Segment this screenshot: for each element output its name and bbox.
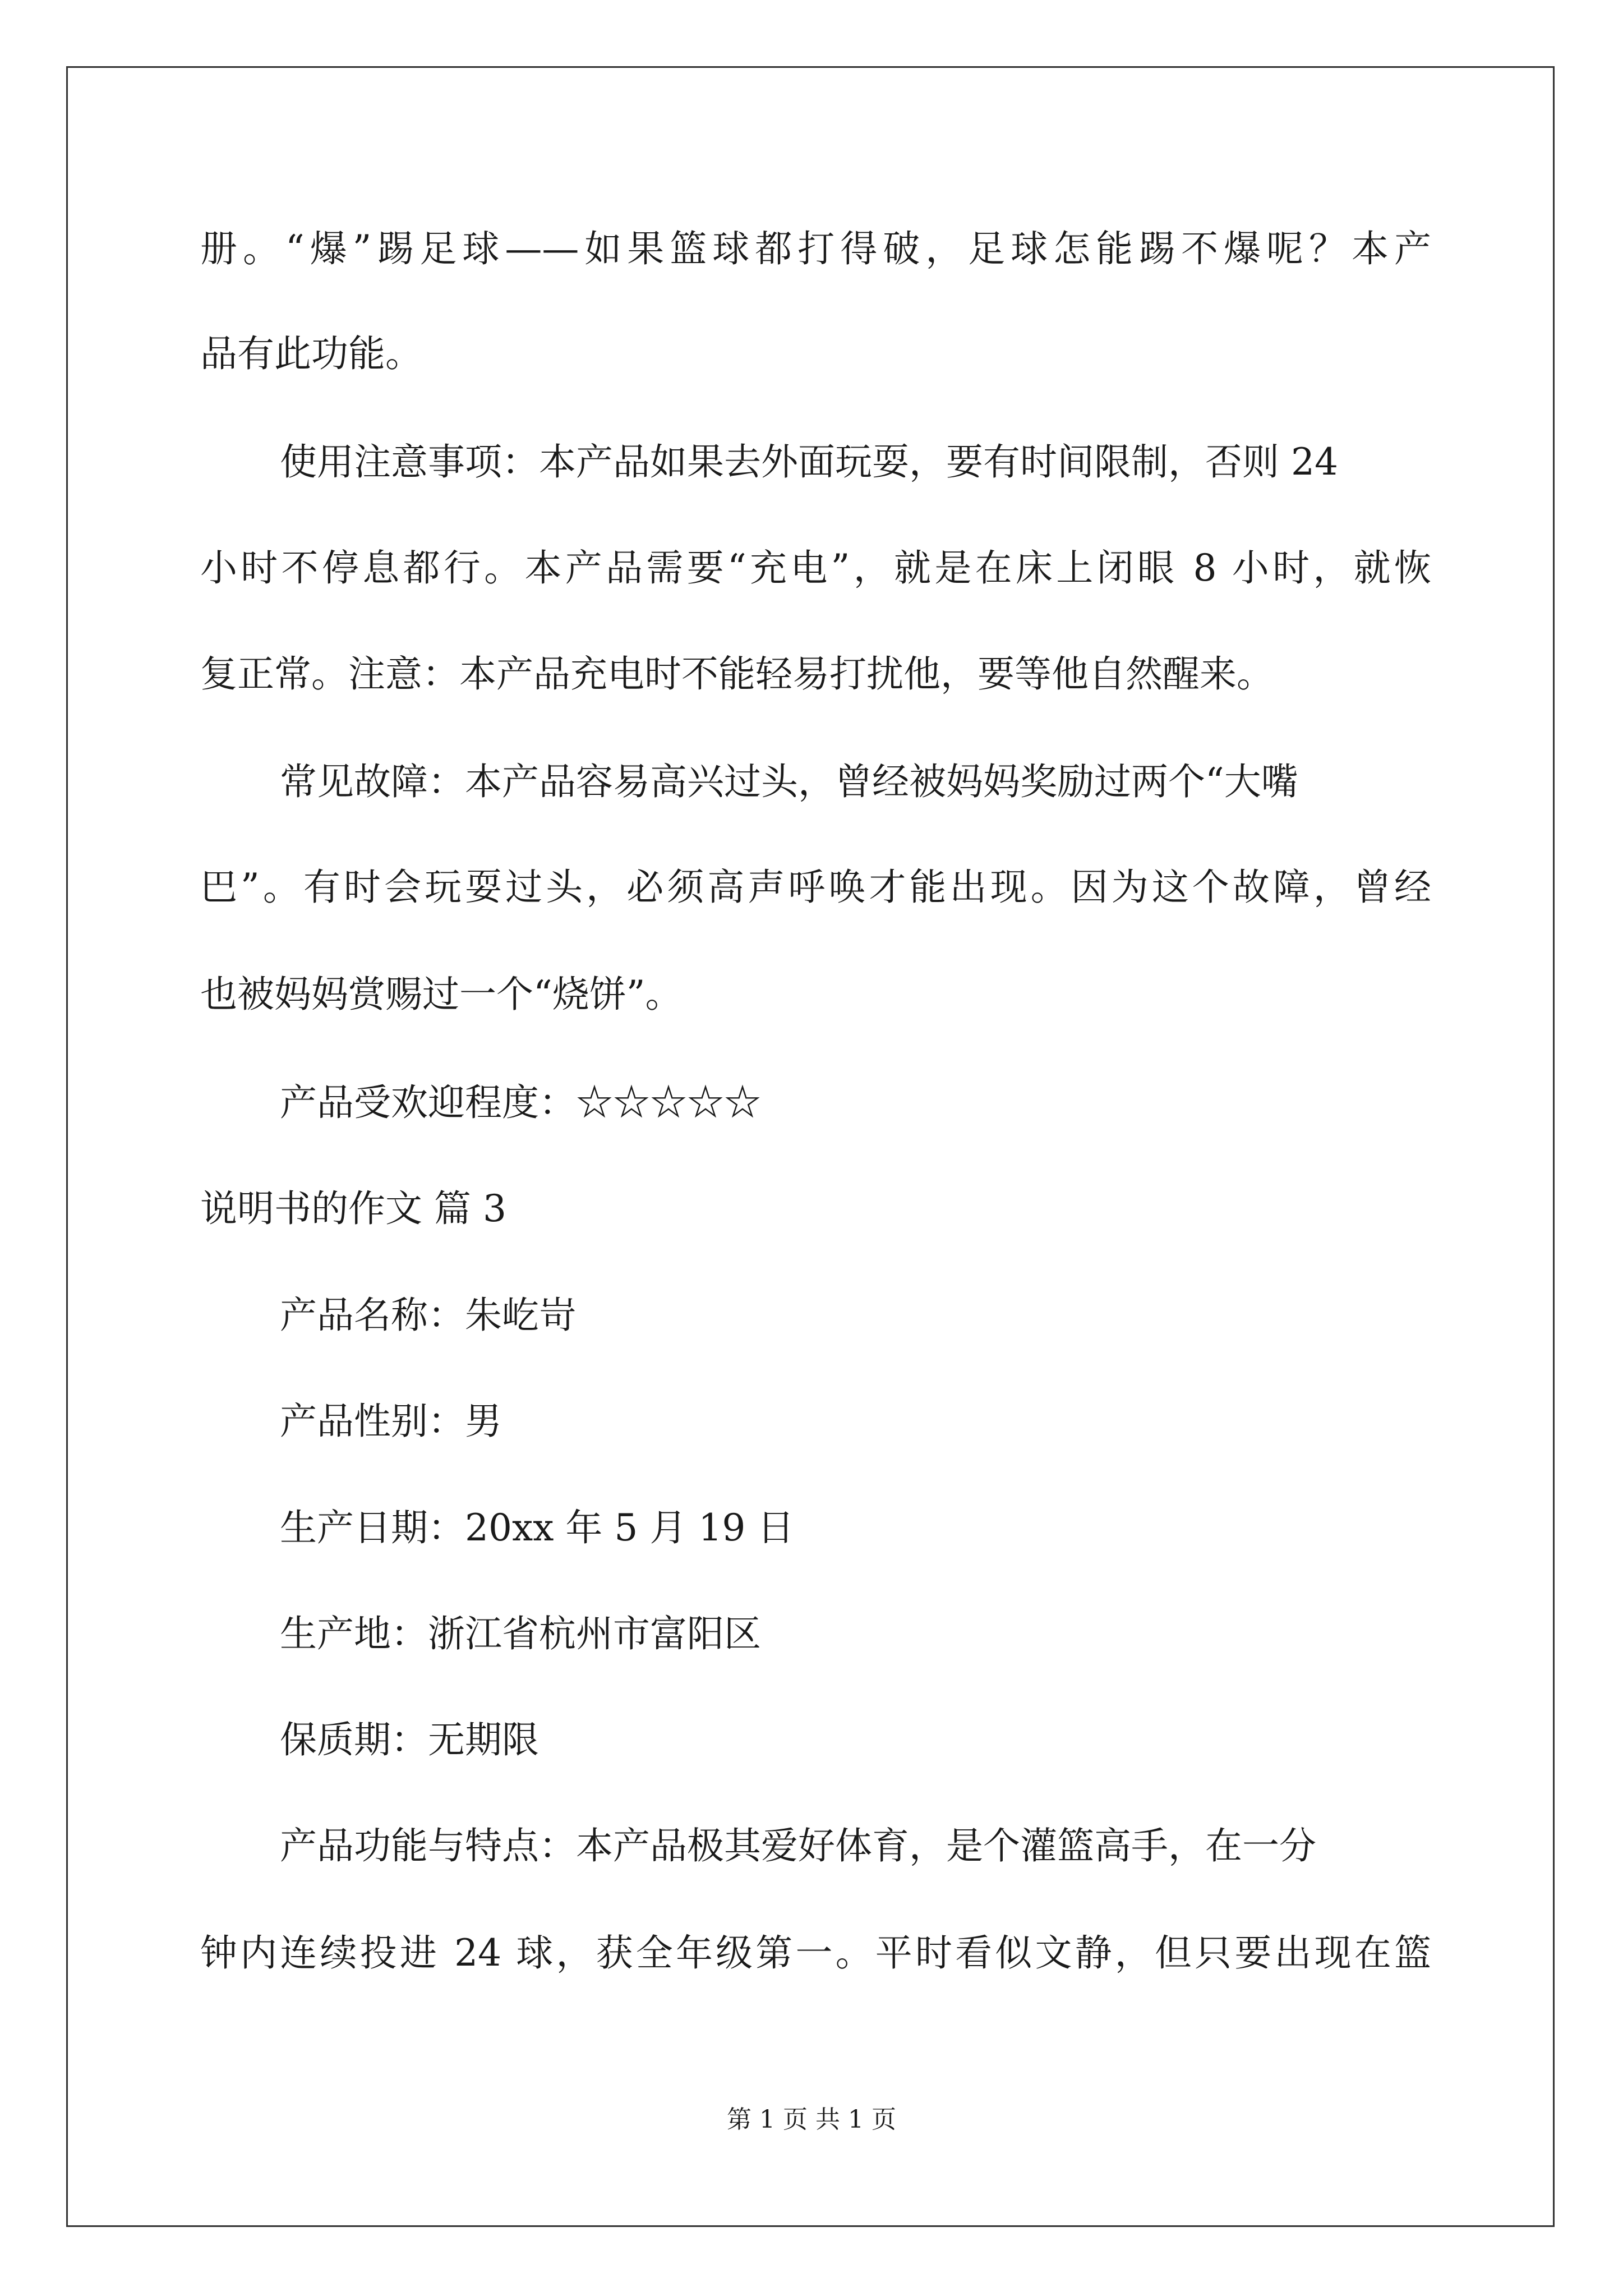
paragraph-line: 小时不停息都行。本产品需要“充电”，就是在床上闭眼 8 小时，就恢: [200, 546, 1431, 590]
production-date-line: 生产日期：20xx 年 5 月 19 日: [280, 1506, 795, 1549]
section-heading: 说明书的作文 篇 3: [200, 1187, 506, 1230]
shelf-life-line: 保质期：无期限: [280, 1718, 539, 1761]
rating-line: 产品受欢迎程度：☆☆☆☆☆: [280, 1081, 761, 1124]
product-name-line: 产品名称：朱屹岢: [280, 1294, 576, 1337]
paragraph-line: 常见故障：本产品容易高兴过头，曾经被妈妈奖励过两个“大嘴: [280, 760, 1298, 803]
paragraph-line: 巴”。有时会玩耍过头，必须高声呼唤才能出现。因为这个故障，曾经: [200, 866, 1431, 909]
paragraph-line: 品有此功能。: [200, 332, 422, 375]
paragraph-line: 钟内连续投进 24 球，获全年级第一。平时看似文静，但只要出现在篮: [200, 1931, 1431, 1975]
page-footer: 第 1 页 共 1 页: [727, 2105, 896, 2134]
production-place-line: 生产地：浙江省杭州市富阳区: [280, 1612, 761, 1655]
paragraph-line: 复正常。注意：本产品充电时不能轻易打扰他，要等他自然醒来。: [200, 652, 1274, 696]
product-gender-line: 产品性别：男: [280, 1400, 502, 1443]
page-border: [66, 66, 1555, 2227]
paragraph-line: 也被妈妈赏赐过一个“烧饼”。: [200, 973, 683, 1016]
paragraph-line: 产品功能与特点：本产品极其爱好体育，是个灌篮高手，在一分: [280, 1824, 1316, 1867]
paragraph-line: 册。“爆”踢足球——如果篮球都打得破，足球怎能踢不爆呢？本产: [200, 227, 1431, 270]
paragraph-line: 使用注意事项：本产品如果去外面玩耍，要有时间限制，否则 24: [280, 440, 1338, 484]
